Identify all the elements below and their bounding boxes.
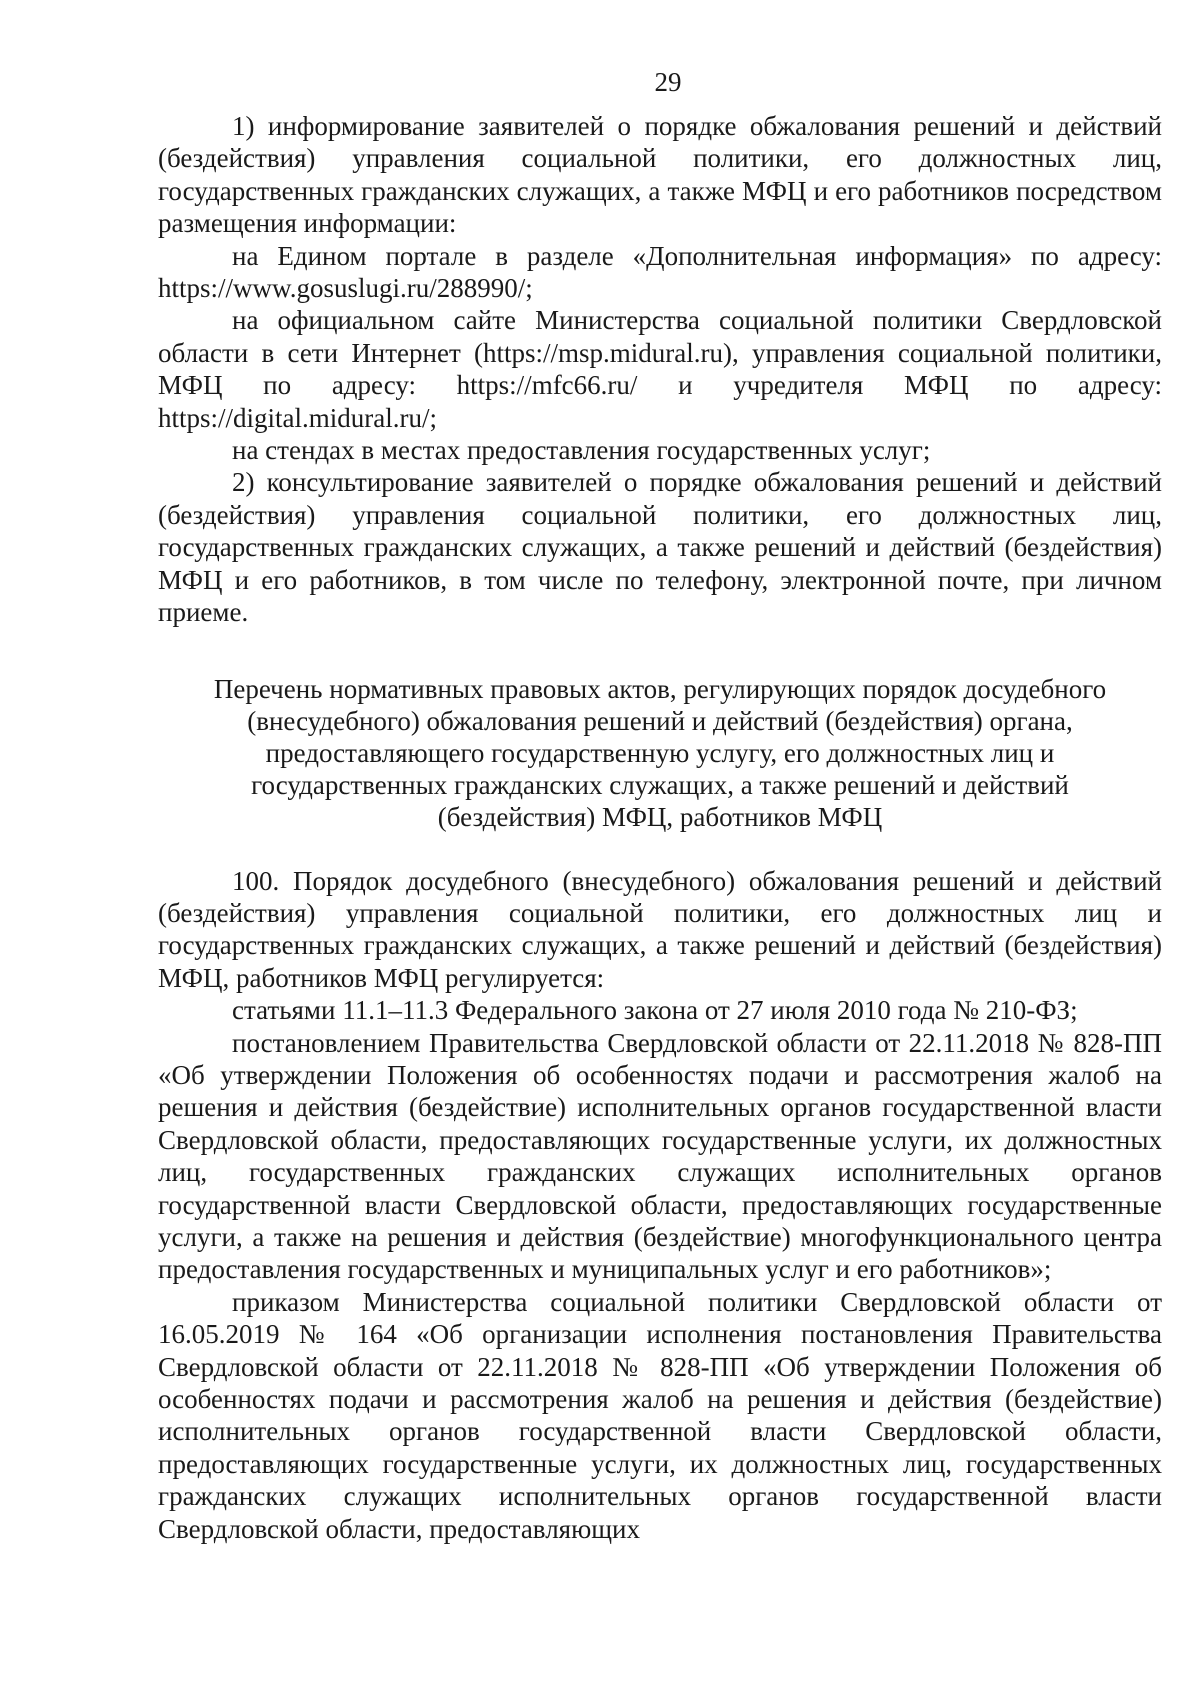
paragraph-informing: 1) информирование заявителей о порядке обжалования решений и действий (бездействия) управления социальной политики, его должностных лиц, государственных гражданских служащих, а также МФЦ и его работников посредством размещения информации:: [158, 111, 1162, 239]
section-heading-line: (бездействия) МФЦ, работников МФЦ: [437, 801, 883, 832]
document-body: [158, 110, 1162, 1545]
paragraph-ministry-order: приказом Министерства социальной политики Свердловской области от 16.05.2019 № 164 «Об организации исполнения постановления Правительства Свердловской области от 22.11.2018 № 828-ПП «Об утверждении Положения об особенностях подачи и рассмотрения жалоб на решения и действия (бездействие) исполнительных органов государственной власти Свердловской области, предоставляющих государственные услуги, их должностных лиц, государственных гражданских служащих исполнительных органов государственной власти Свердловской области, предоставляющих: [158, 1286, 1162, 1544]
paragraph-stands: на стендах в местах предоставления государственных услуг;: [232, 435, 931, 466]
paragraph-government-decree: постановлением Правительства Свердловской области от 22.11.2018 № 828-ПП «Об утверждении Положения об особенностях подачи и рассмотрения жалоб на решения и действия (бездействие) исполнительных органов государственной власти Свердловской области, предоставляющих государственные услуги, их должностных лиц, государственных гражданских служащих исполнительных органов государственной власти Свердловской области, предоставляющих государственные услуги, а также на решения и действия (бездействие) многофункционального центра предоставления государственных и муниципальных услуг и его работников»;: [158, 1027, 1162, 1285]
paragraph-consulting: 2) консультирование заявителей о порядке обжалования решений и действий (бездействия) управления социальной политики, его должностных лиц, государственных гражданских служащих, а также решений и действий (бездействия) МФЦ и его работников, в том числе по телефону, электронной почте, при личном приеме.: [158, 467, 1162, 628]
section-heading-line: (внесудебного) обжалования решений и действий (бездействия) органа,: [247, 705, 1073, 736]
page-number: 29: [654, 67, 682, 97]
section-heading-line: Перечень нормативных правовых актов, регулирующих порядок досудебного: [213, 673, 1107, 704]
spacer: [158, 833, 1162, 865]
paragraph-federal-law: статьями 11.1–11.3 Федерального закона от 27 июля 2010 года № 210-ФЗ;: [232, 995, 1078, 1026]
section-heading: [158, 673, 1162, 833]
paragraph-portal: на Едином портале в разделе «Дополнительная информация» по адресу: https://www.gosuslugi.ru/288990/;: [158, 240, 1162, 304]
paragraph-100: 100. Порядок досудебного (внесудебного) обжалования решений и действий (бездействия) управления социальной политики, его должностных лиц и государственных гражданских служащих, а также решений и действий (бездействия) МФЦ, работников МФЦ регулируется:: [158, 865, 1162, 993]
section-heading-line: предоставляющего государственную услугу, его должностных лиц и: [265, 737, 1055, 768]
paragraph-official-site: на официальном сайте Министерства социальной политики Свердловской области в сети Интернет (https://msp.midural.ru), управления социальной политики, МФЦ по адресу: https://mfc66.ru/ и учредителя МФЦ по адресу: https://digital.midural.ru/;: [158, 305, 1162, 433]
section-heading-line: государственных гражданских служащих, а также решений и действий: [251, 769, 1069, 800]
